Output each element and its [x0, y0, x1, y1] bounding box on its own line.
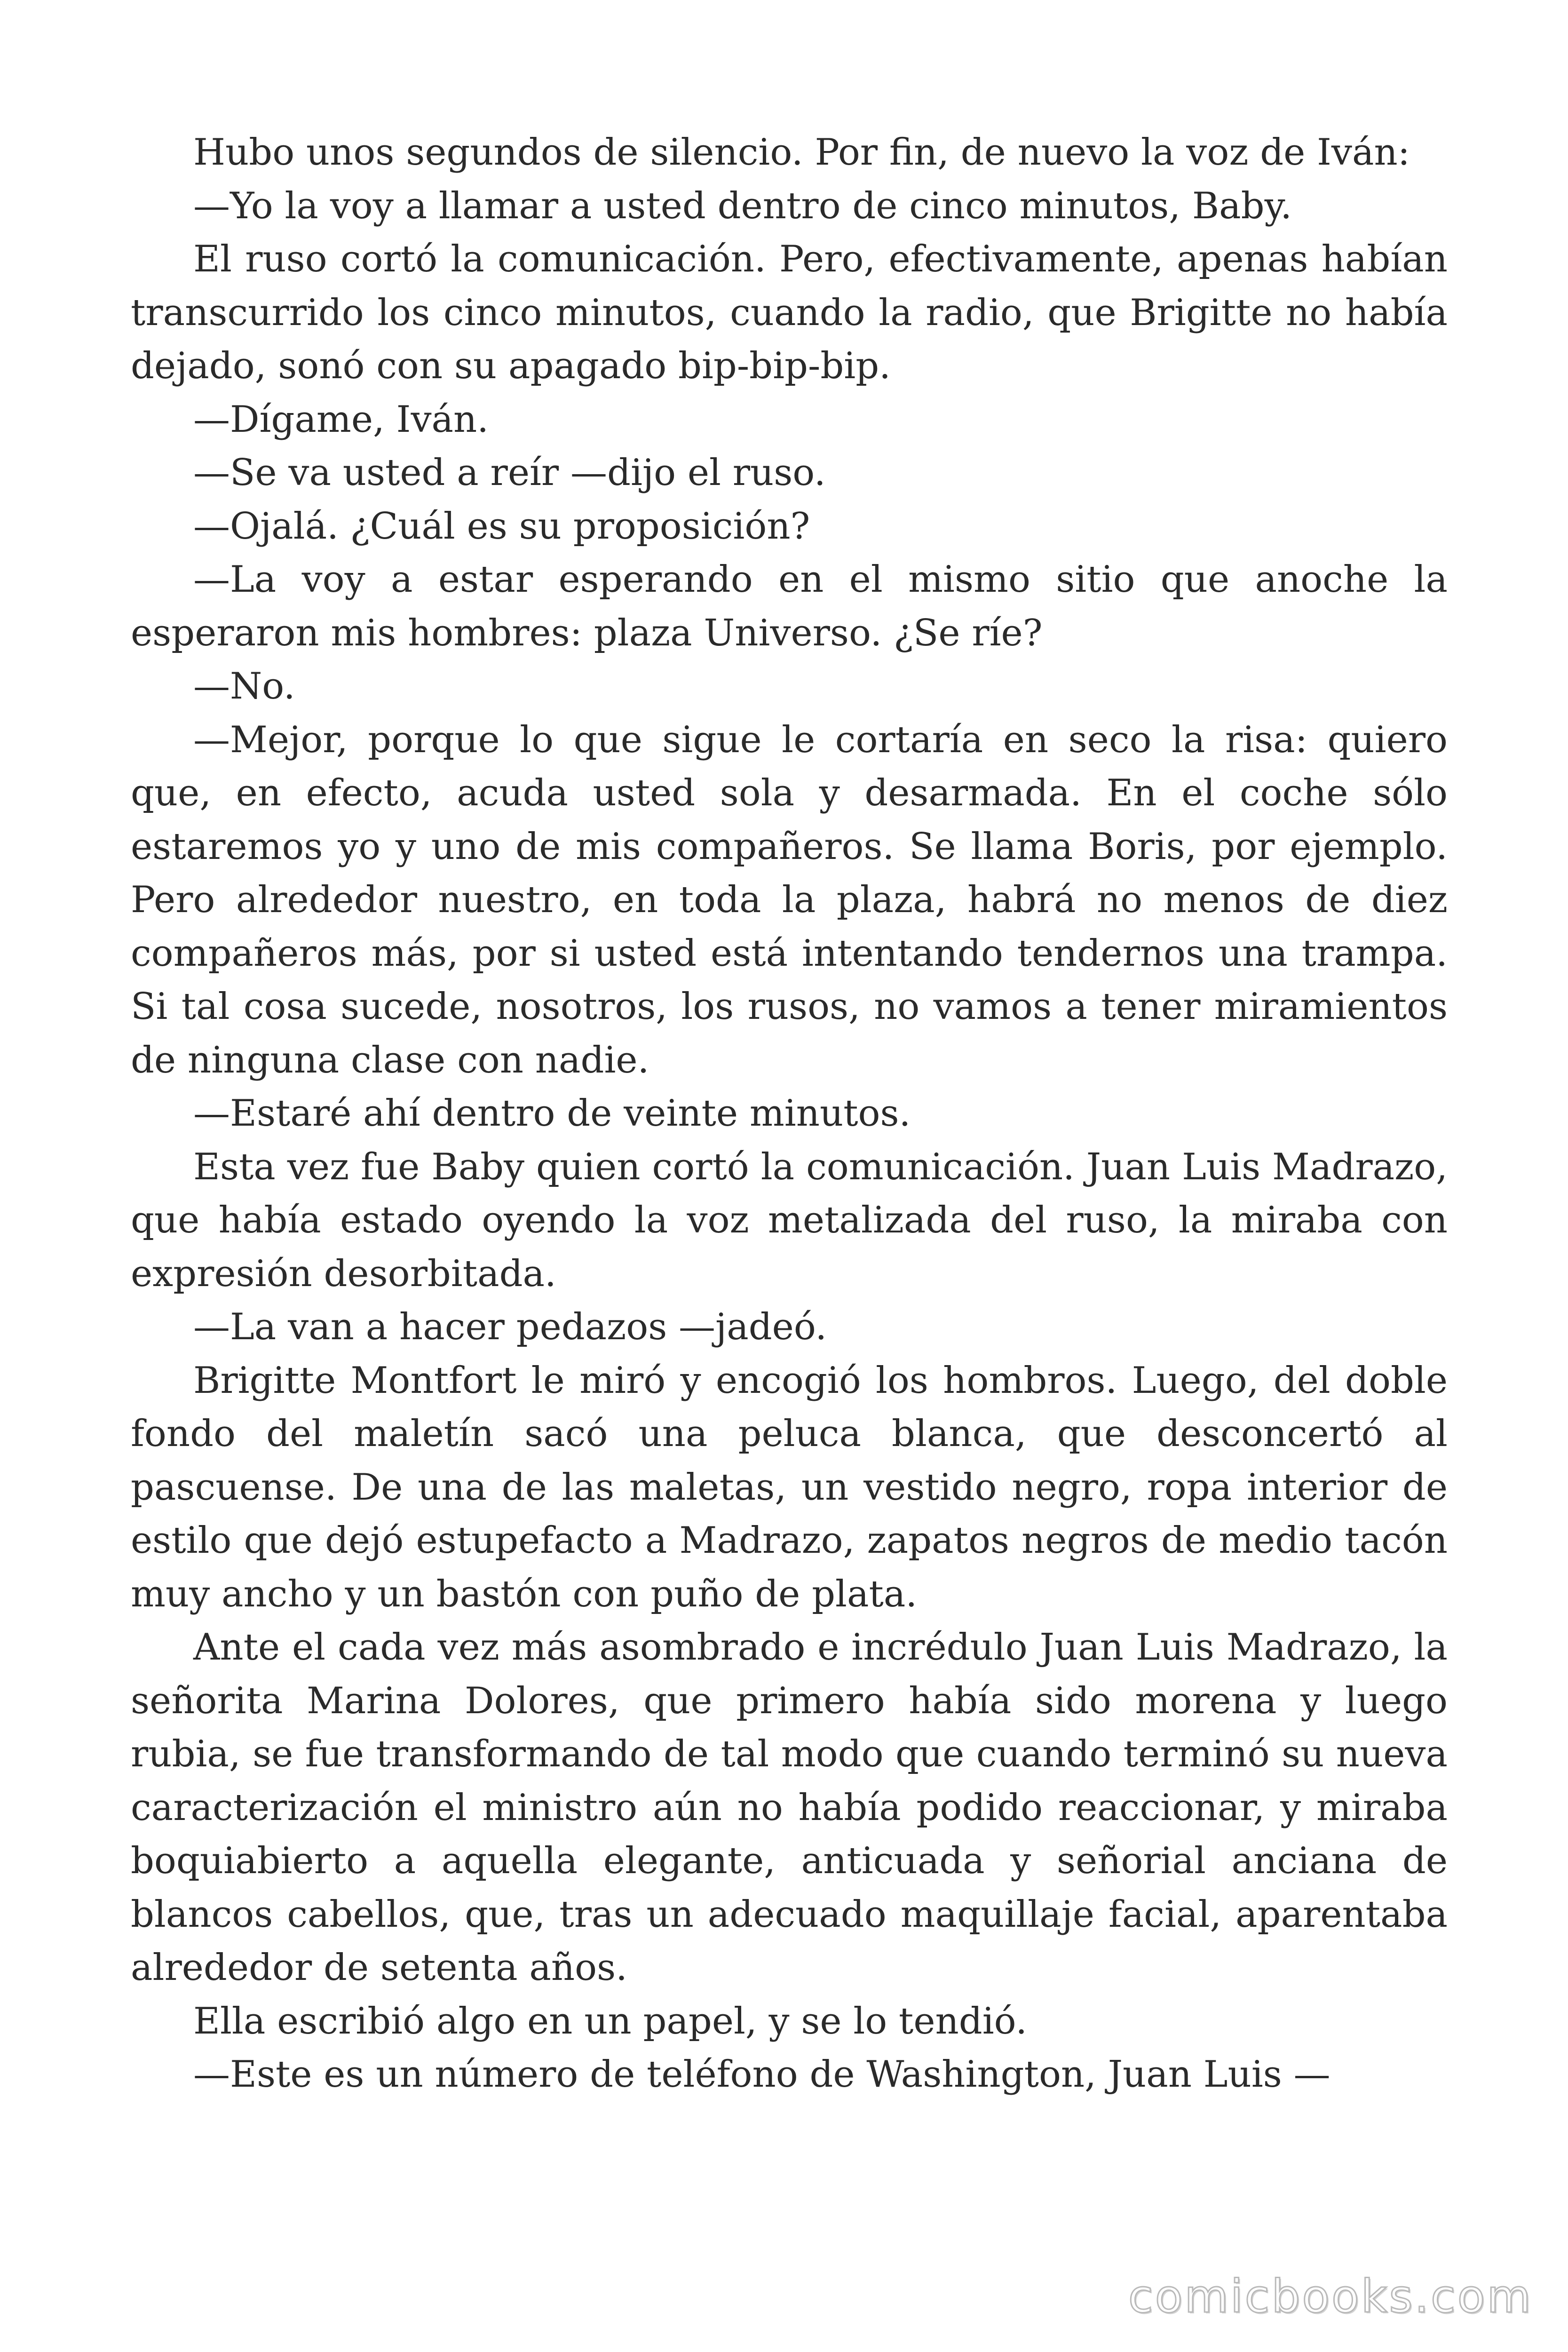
paragraph: Hubo unos segundos de silencio. Por fin, de nuevo la voz de Iván: — [193, 131, 1410, 174]
paragraph: —Este es un número de teléfono de Washington, Juan Luis — — [193, 2053, 1330, 2096]
paragraph: Ante el cada vez más asombrado e incrédulo Juan Luis Madrazo, la señorita Marina Dolores, que primero había sido morena y luego rubia, se fue transformando de tal modo que cuando terminó su nueva caracterización el ministro aún no había podido reaccionar, y miraba boquiabierto a aquella elegante, anticuada y señorial anciana de blancos cabellos, que, tras un adecuado maquillaje facial, aparentaba alrededor de setenta años. — [131, 1626, 1448, 1989]
paragraph: —No. — [193, 665, 295, 707]
paragraph: —Se va usted a reír —dijo el ruso. — [193, 452, 826, 494]
paragraph: Ella escribió algo en un papel, y se lo tendió. — [193, 2000, 1028, 2042]
paragraph: —La van a hacer pedazos —jadeó. — [193, 1306, 827, 1348]
paragraph: —Estaré ahí dentro de veinte minutos. — [193, 1092, 911, 1135]
paragraph: El ruso cortó la comunicación. Pero, efectivamente, apenas habían transcurrido los cinco minutos, cuando la radio, que Brigitte no había dejado, sonó con su apagado bip-bip-bip. — [131, 238, 1448, 387]
paragraph: Esta vez fue Baby quien cortó la comunicación. Juan Luis Madrazo, que había estado oyendo la voz metalizada del ruso, la miraba con expresión desorbitada. — [131, 1145, 1448, 1295]
paragraph: —Dígame, Iván. — [193, 398, 489, 441]
site-watermark: comicbooks.com — [1128, 2270, 1533, 2323]
paragraph: Brigitte Montfort le miró y encogió los hombros. Luego, del doble fondo del maletín sacó una peluca blanca, que desconcertó al pascuense. De una de las maletas, un vestido negro, ropa interior de estilo que dejó estupefacto a Madrazo, zapatos negros de medio tacón muy ancho y un bastón con puño de plata. — [131, 1359, 1448, 1615]
book-page-text — [131, 126, 1448, 2102]
paragraph: —La voy a estar esperando en el mismo sitio que anoche la esperaron mis hombres: plaza Universo. ¿Se ríe? — [131, 558, 1448, 654]
paragraph: —Mejor, porque lo que sigue le cortaría en seco la risa: quiero que, en efecto, acuda usted sola y desarmada. En el coche sólo estaremos yo y uno de mis compañeros. Se llama Boris, por ejemplo. Pero alrededor nuestro, en toda la plaza, habrá no menos de diez compañeros más, por si usted está intentando tendernos una trampa. Si tal cosa sucede, nosotros, los rusos, no vamos a tener miramientos de ninguna clase con nadie. — [131, 718, 1448, 1081]
paragraph: —Ojalá. ¿Cuál es su proposición? — [193, 505, 810, 548]
paragraph: —Yo la voy a llamar a usted dentro de cinco minutos, Baby. — [193, 184, 1292, 227]
